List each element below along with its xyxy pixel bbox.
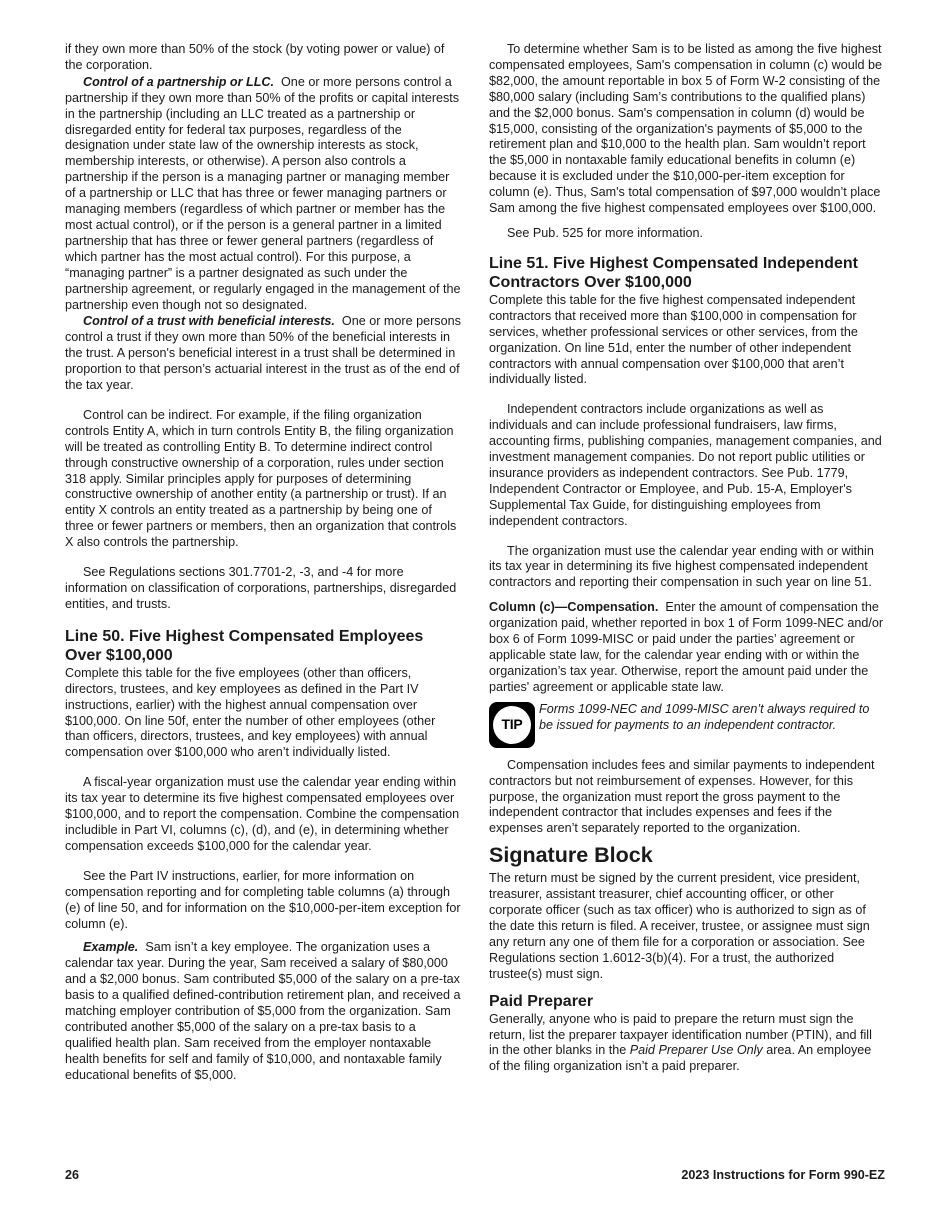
paid-preparer-paragraph — [489, 1012, 885, 1076]
line51-heading: Line 51. Five Highest Compensated Independent Contractors Over $100,000 — [489, 254, 858, 291]
tip-label: TIP — [493, 706, 531, 744]
page-number: 26 — [65, 1168, 80, 1182]
regulations-paragraph: See Regulations sections 301.7701-2, -3, and -4 for more information on classification of corporations, partnerships, disregarded entities, and trusts. — [65, 565, 457, 611]
line50-paragraph-1: Complete this table for the five employees (other than officers, directors, trustees, and key employees as defined in the Part IV instructions, earlier) with the highest annual compensation over $100,000. On line 50f, enter the number of other employees (other than officers, directors, trustees, and key employees) with annual compensation over $100,000 who aren’t individually listed. — [65, 665, 436, 760]
paid-preparer-heading: Paid Preparer — [489, 992, 594, 1010]
line50-paragraph-2: A fiscal-year organization must use the calendar year ending within its tax year to determine its five highest compensated employees over $100,000, and to report the compensation. Combine the compensation includible in Part VI, columns (c), (d), and (e), in determining whether compensation exceeds $100,000 for the calendar year. — [65, 775, 460, 853]
partnership-control-paragraph — [65, 75, 461, 314]
example-paragraph — [65, 940, 461, 1083]
paid-preparer-area-name: Paid Preparer Use Only — [629, 1043, 763, 1058]
sam-compensation-paragraph: To determine whether Sam is to be listed as among the five highest compensated employees, Sam's compensation in column (c) would be $82,000, the amount reportable in box 5 of Form W-2 consisting of the $80,000 salary (including Sam’s contributions to the qualified plans) and the $2,000 bonus. Sam's compensation in column (d) would be $15,000, consisting of the organization's payments of $5,000 to the retirement plan and $10,000 to the health plan. Sam wouldn’t report the $5,000 in nontaxable family educational benefits in column (e) because it is excluded under the $10,000-per-item exception for column (e). Thus, Sam's total compensation of $97,000 wouldn’t place Sam among the five highest compensated employees over $100,000. — [489, 42, 883, 216]
tip-callout — [489, 702, 885, 748]
column-c-heading: Column (c)—Compensation. — [489, 600, 659, 615]
line50-heading: Line 50. Five Highest Compensated Employees Over $100,000 — [65, 627, 424, 664]
trust-control-heading: Control of a trust with beneficial interests. — [83, 314, 335, 329]
tip-text: Forms 1099-NEC and 1099-MISC aren’t always required to be issued for payments to an independent contractor. — [539, 701, 870, 732]
document-title: 2023 Instructions for Form 990-EZ — [681, 1168, 885, 1182]
pub525-paragraph: See Pub. 525 for more information. — [507, 225, 704, 240]
line51-paragraph-1: Complete this table for the five highest compensated independent contractors that received more than $100,000 in compensation for services, whether professional services or other services, from the organization. On line 51d, enter the number of other independent contractors with annual compensation over $100,000 that aren’t individually listed. — [489, 292, 858, 387]
trust-control-text: One or more persons control a trust if they own more than 50% of the beneficial interests in the trust. A person's beneficial interest in a trust shall be determined in proportion to that person’s actuarial interest in the trust as of the end of the tax year. — [65, 314, 461, 393]
example-heading: Example. — [83, 940, 139, 955]
paid-preparer-text-1: Generally, anyone who is paid to prepare the return must sign the return, list the preparer taxpayer identification number (PTIN), and fill in the other blanks in the — [489, 1011, 872, 1058]
partnership-control-text: One or more persons control a partnership if they own more than 50% of the profits or capital interests in the partnership (including an LLC treated as a partnership or disregarded entity for federal tax purposes, regardless of the designation under state law of the ownership interests as stock, membership interests, or otherwise). A person also controls a partnership if the person is a managing partner or managing member of a partnership or LLC that has three or fewer managing partners or managing members (regardless of which partner or member has the most actual control), or if the person is a general partner in a limited partnership that has three or fewer general partners (regardless of which partner has the most actual control). For this purpose, a “managing partner” is a partner designated as such under the partnership agreement, or regularly engaged in the management of the partnership even though not so designated. — [65, 74, 461, 312]
column-c-paragraph — [489, 600, 885, 695]
trust-control-paragraph — [65, 314, 461, 394]
line51-paragraph-3: The organization must use the calendar year ending with or within its tax year in determining its five highest compensated independent contractors and reporting their compensation in such year on line 51. — [489, 543, 874, 590]
signature-block-heading: Signature Block — [489, 843, 653, 868]
indirect-control-paragraph: Control can be indirect. For example, if the filing organization controls Entity A, which in turn controls Entity B, the filing organization will be treated as controlling Entity B. To determine indirect control through constructive ownership of a corporation, rules under section 318 apply. Similar principles apply for purposes of determining constructive ownership of another entity (a partnership or trust). If an entity X controls an entity treated as a partnership by being one of three or fewer partners or members, then an organization that controls X also controls the partnership. — [65, 407, 457, 550]
tip-icon — [489, 702, 535, 748]
line50-paragraph-3: See the Part IV instructions, earlier, for more information on compensation reporting and for completing table columns (a) through (e) of line 50, and for information on the $10,000-per-item exception for column (e). — [65, 868, 461, 931]
intro-paragraph: if they own more than 50% of the stock (by voting power or value) of the corporation. — [65, 42, 445, 72]
line51-paragraph-2: Independent contractors include organizations as well as individuals and can include professional fundraisers, law firms, accounting firms, publishing companies, management companies, and investment management companies. Do not report public utilities or insurance providers as independent contractors. See Pub. 1779, Independent Contractor or Employee, and Pub. 15-A, Employer's Supplemental Tax Guide, for distinguishing employees from independent contractors. — [489, 402, 882, 528]
left-column — [65, 42, 461, 1092]
example-text: Sam isn’t a key employee. The organization uses a calendar tax year. During the year, Sam received a salary of $80,000 and a $2,000 bonus. Sam contributed $5,000 of the salary on a pre-tax basis to a qualified defined-contribution retirement plan, and received a matching employer contribution of $5,000 from the organization. Sam contributed another $5,000 of the salary on a pre-tax basis to a qualified health plan. Sam received from the employer nontaxable health benefits for self and family of $10,000, and nontaxable family educational benefits of $5,000. — [65, 940, 461, 1082]
paid-preparer-text-2: area. An employee of the filing organization isn’t a paid preparer. — [489, 1043, 872, 1074]
right-column — [489, 42, 885, 1083]
compensation-paragraph: Compensation includes fees and similar payments to independent contractors but not reimbursement of expenses. However, for this purpose, the organization must report the gross payment to the independent contractor that includes expenses and fees if the expenses aren’t separately reported to the organization. — [489, 757, 875, 836]
signature-block-paragraph: The return must be signed by the current president, vice president, treasurer, assistant treasurer, chief accounting officer, or other corporate officer (such as tax officer) who is authorized to sign as of the date this return is filed. A receiver, trustee, or assignee must sign any return any one of them file for a corporation or association. See Regulations section 1.6012-3(b)(4). For a trust, the authorized trustee(s) must sign. — [489, 871, 870, 981]
partnership-control-heading: Control of a partnership or LLC. — [83, 74, 275, 89]
column-c-text: Enter the amount of compensation the organization paid, whether reported in box 1 of Form 1099-NEC and/or box 6 of Form 1099-MISC or paid under the parties’ agreement or applicable state law, for the calendar year ending with or within the organization’s tax year. Otherwise, report the amount paid under the parties' agreement or applicable state law. — [489, 600, 884, 694]
